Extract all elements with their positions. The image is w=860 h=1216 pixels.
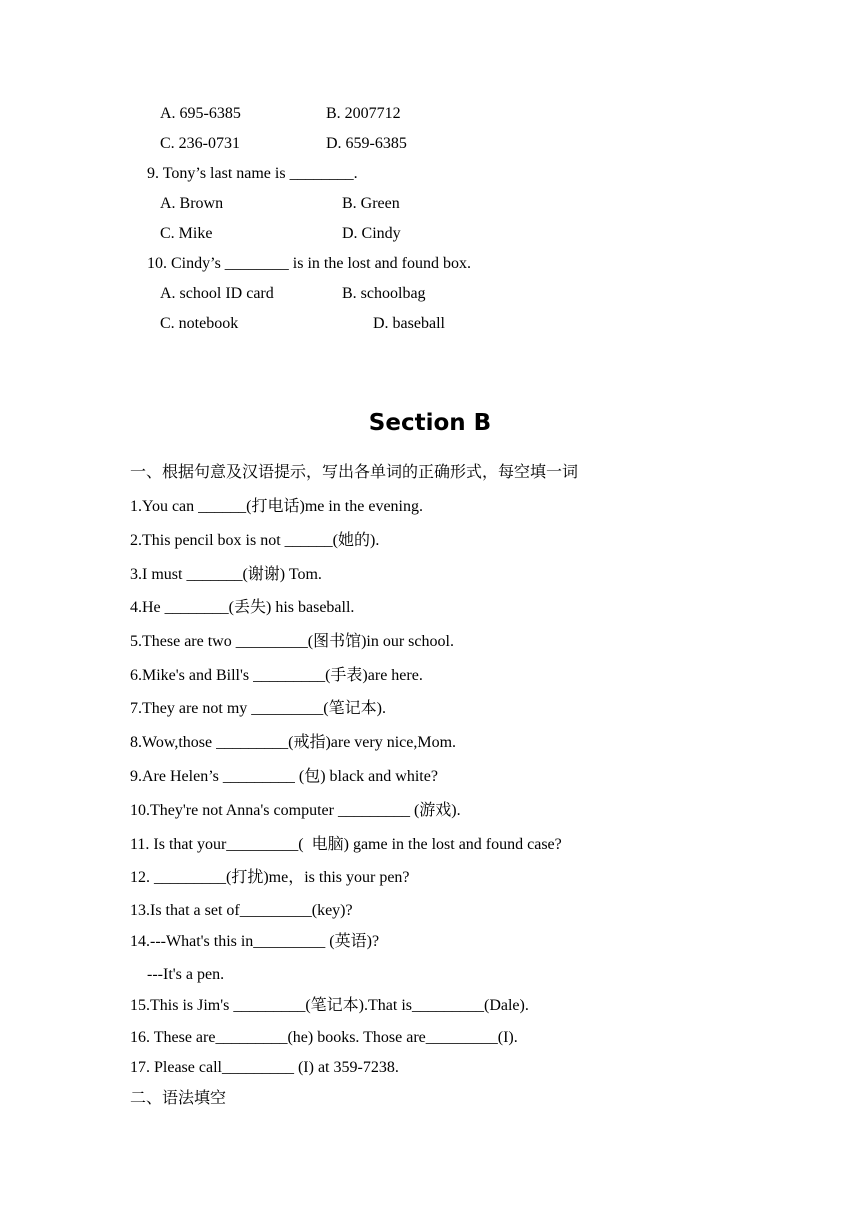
fill-item-13: 13.Is that a set of_________(key)? (130, 902, 353, 919)
fill-item-4: 4.He ________(丢失) his baseball. (130, 599, 355, 616)
fill-item-12: 12. _________(打扰)me，is this your pen? (130, 869, 410, 886)
option-10d: D. baseball (373, 315, 445, 332)
fill-item-14: 14.---What's this in_________ (英语)? (130, 933, 380, 950)
fill-item-7: 7.They are not my _________(笔记本). (130, 700, 386, 717)
fill-item-17: 17. Please call_________ (I) at 359-7238. (130, 1059, 399, 1076)
option-8d: D. 659-6385 (326, 135, 407, 152)
fill-item-8: 8.Wow,those _________(戒指)are very nice,Mom. (130, 734, 457, 751)
part1-heading: 一、根据句意及汉语提示，写出各单词的正确形式，每空填一词 (130, 464, 579, 481)
option-9d: D. Cindy (342, 225, 401, 242)
fill-item-10: 10.They're not Anna's computer _________ (游戏). (130, 802, 461, 819)
option-10a: A. school ID card (160, 285, 274, 302)
option-9c: C. Mike (160, 225, 213, 242)
option-8a: A. 695-6385 (160, 105, 241, 122)
option-8b: B. 2007712 (326, 105, 401, 122)
fill-item-9: 9.Are Helen’s _________ (包) black and white? (130, 768, 438, 785)
fill-item-1: 1.You can ______(打电话)me in the evening. (130, 498, 424, 515)
fill-item-5: 5.These are two _________(图书馆)in our school. (130, 633, 454, 650)
option-10b: B. schoolbag (342, 285, 426, 302)
fill-item-14-answer: ---It's a pen. (147, 966, 225, 983)
option-10c: C. notebook (160, 315, 239, 332)
part2-heading: 二、语法填空 (130, 1090, 227, 1107)
option-9b: B. Green (342, 195, 400, 212)
fill-item-15: 15.This is Jim's _________(笔记本).That is_________(Dale). (130, 997, 529, 1014)
question-10-stem: 10. Cindy’s ________ is in the lost and found box. (147, 255, 471, 272)
option-9a: A. Brown (160, 195, 224, 212)
option-8c: C. 236-0731 (160, 135, 240, 152)
fill-item-11: 11. Is that your_________( 电脑) game in the lost and found case? (130, 836, 562, 853)
fill-item-3: 3.I must _______(谢谢) Tom. (130, 566, 322, 583)
fill-item-16: 16. These are_________(he) books. Those are_________(I). (130, 1029, 518, 1046)
fill-item-2: 2.This pencil box is not ______(她的). (130, 532, 380, 549)
fill-item-6: 6.Mike's and Bill's _________(手表)are here. (130, 667, 423, 684)
question-9-stem: 9. Tony’s last name is ________. (147, 165, 358, 182)
section-title: Section B (368, 410, 492, 436)
